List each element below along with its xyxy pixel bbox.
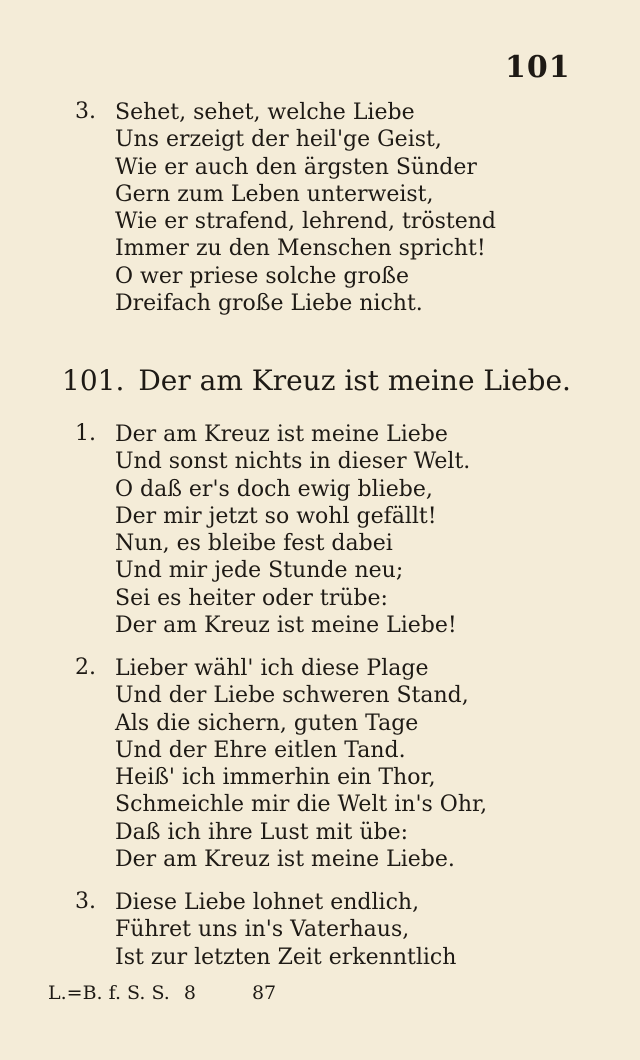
verse-line: Der am Kreuz ist meine Liebe! xyxy=(115,613,457,639)
verse-line: Sehet, sehet, welche Liebe xyxy=(115,100,415,125)
footer xyxy=(48,982,276,1004)
verse-line: Heiß' ich immerhin ein Thor, xyxy=(115,765,436,791)
verse-line: Diese Liebe lohnet endlich, xyxy=(115,890,420,915)
verse-1 xyxy=(75,421,470,639)
verse-line: Sei es heiter oder trübe: xyxy=(115,585,388,611)
verse-3 xyxy=(75,889,456,971)
verse-line: Wie er auch den ärgsten Sünder xyxy=(115,154,477,180)
verse-line: Als die sichern, guten Tage xyxy=(115,710,419,736)
verse-line: Schmeichle mir die Welt in's Ohr, xyxy=(115,792,488,818)
hymn-title xyxy=(62,364,571,397)
verse-line: Immer zu den Menschen spricht! xyxy=(115,236,486,262)
verse-number: 1. xyxy=(75,421,96,446)
verse-number: 3. xyxy=(75,889,96,914)
verse-2 xyxy=(75,655,487,873)
verse-line: Der am Kreuz ist meine Liebe. xyxy=(115,847,455,873)
hymn-title-text: Der am Kreuz ist meine Liebe. xyxy=(138,364,571,397)
verse-top xyxy=(75,99,496,317)
verse-line: Nun, es bleibe fest dabei xyxy=(115,531,393,557)
verse-line: Lieber wähl' ich diese Plage xyxy=(115,656,429,681)
verse-line: Führet uns in's Vaterhaus, xyxy=(115,917,410,943)
verse-line: Der am Kreuz ist meine Liebe xyxy=(115,422,448,447)
verse-line: Gern zum Leben unterweist, xyxy=(115,181,434,207)
verse-line: Wie er strafend, lehrend, tröstend xyxy=(115,209,496,235)
verse-number: 3. xyxy=(75,99,96,124)
verse-line: Der mir jetzt so wohl gefällt! xyxy=(115,503,437,529)
verse-line: Und der Liebe schweren Stand, xyxy=(115,683,469,709)
verse-line: O wer priese solche große xyxy=(115,263,409,289)
verse-line: O daß er's doch ewig bliebe, xyxy=(115,476,433,502)
verse-line: Daß ich ihre Lust mit übe: xyxy=(115,819,409,845)
hymn-number: 101. xyxy=(62,364,125,397)
footer-sheet-number: 8 xyxy=(183,982,196,1004)
verse-line: Uns erzeigt der heil'ge Geist, xyxy=(115,127,442,153)
verse-line: Und der Ehre eitlen Tand. xyxy=(115,737,406,763)
verse-line: Ist zur letzten Zeit erkenntlich xyxy=(115,944,457,970)
verse-line: Und mir jede Stunde neu; xyxy=(115,558,404,584)
footer-signature: L.=B. f. S. S. xyxy=(48,982,170,1004)
page-number: 101 xyxy=(505,50,571,85)
verse-line: Und sonst nichts in dieser Welt. xyxy=(115,449,471,475)
verse-number: 2. xyxy=(75,655,96,680)
footer-page-number: 87 xyxy=(251,982,277,1004)
verse-line: Dreifach große Liebe nicht. xyxy=(115,291,423,317)
